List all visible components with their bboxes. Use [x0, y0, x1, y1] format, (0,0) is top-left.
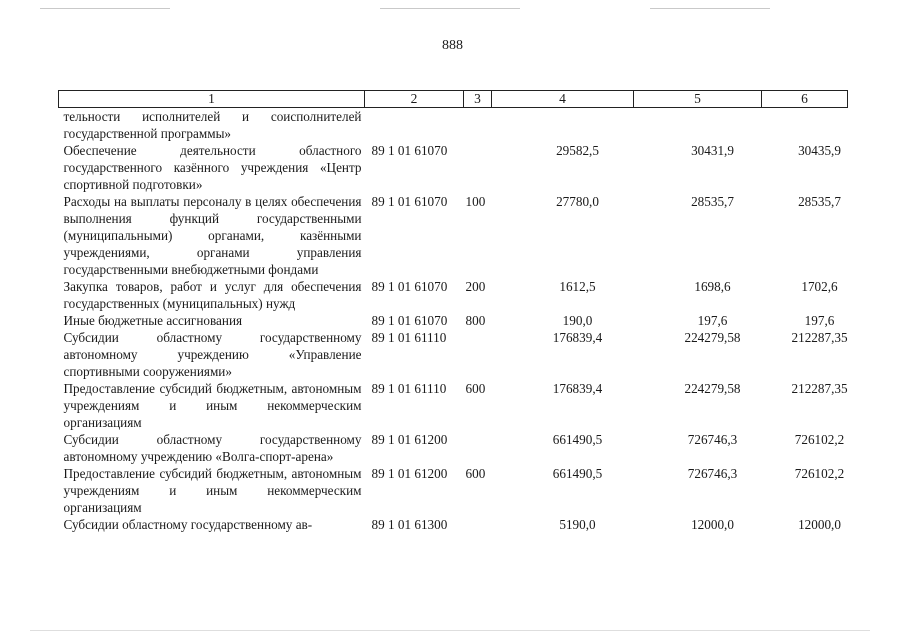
- row-expense-type: 100: [465, 194, 486, 209]
- scan-artifact-top: [40, 8, 170, 9]
- table-row: [59, 193, 848, 278]
- table-row: [59, 329, 848, 380]
- row-value-4: 190,0: [562, 313, 593, 328]
- row-code: 89 1 01 61070: [371, 313, 448, 328]
- row-code: 89 1 01 61110: [371, 330, 447, 345]
- row-value-5: 224279,58: [684, 330, 741, 345]
- row-expense-type: 600: [465, 466, 486, 481]
- table-row: [59, 380, 848, 431]
- table-row: [59, 278, 848, 312]
- row-code: 89 1 01 61110: [371, 381, 447, 396]
- column-header-6: 6: [762, 91, 848, 108]
- row-value-5: [634, 108, 762, 143]
- row-value-6: 30435,9: [798, 143, 841, 158]
- row-value-6: 12000,0: [798, 517, 841, 532]
- table-row: [59, 465, 848, 516]
- row-value-6: 197,6: [804, 313, 835, 328]
- column-header-2: 2: [365, 91, 464, 108]
- row-name: Закупка товаров, работ и услуг для обеспечения государственных (муниципальных) нужд: [63, 279, 362, 311]
- row-value-4: 5190,0: [559, 517, 596, 532]
- row-value-6: 726102,2: [794, 466, 845, 481]
- row-code: 89 1 01 61070: [371, 279, 448, 294]
- row-name: Расходы на выплаты персоналу в целях обеспечения выполнения функций государственными (муниципальными) органами, казёнными учреждениями, органами управления государственными внебюджетными фондами: [63, 194, 362, 277]
- row-value-4: 29582,5: [556, 143, 599, 158]
- table-row: [59, 516, 848, 533]
- column-header-5: 5: [634, 91, 762, 108]
- budget-table: [58, 90, 848, 533]
- row-value-6: 212287,35: [791, 381, 848, 396]
- row-name: тельности исполнителей и соисполнителей государственной программы»: [63, 109, 362, 141]
- row-code: 89 1 01 61300: [371, 517, 448, 532]
- row-code: [365, 108, 464, 143]
- row-code: 89 1 01 61200: [371, 466, 448, 481]
- column-header-3: 3: [464, 91, 492, 108]
- row-value-5: 1698,6: [694, 279, 731, 294]
- row-expense-type: 600: [465, 381, 486, 396]
- table-row: [59, 108, 848, 143]
- row-expense-type: 800: [465, 313, 486, 328]
- row-code: 89 1 01 61200: [371, 432, 448, 447]
- scan-artifact-top: [650, 8, 770, 9]
- row-name: Субсидии областному государственному автономному учреждению «Управление спортивными сооружениями»: [63, 330, 362, 379]
- row-code: 89 1 01 61070: [371, 143, 448, 158]
- row-value-4: 27780,0: [556, 194, 599, 209]
- header-row: [59, 91, 848, 108]
- row-value-4: [492, 108, 634, 143]
- row-value-6: [762, 108, 848, 143]
- row-name: Предоставление субсидий бюджетным, автономным учреждениям и иным некоммерческим организациям: [63, 466, 362, 515]
- table-row: [59, 312, 848, 329]
- row-expense-type: 200: [465, 279, 486, 294]
- row-value-4: 1612,5: [559, 279, 596, 294]
- scan-artifact-bottom: [30, 630, 870, 631]
- row-value-5: 28535,7: [691, 194, 734, 209]
- row-name: Предоставление субсидий бюджетным, автономным учреждениям и иным некоммерческим организациям: [63, 381, 362, 430]
- column-header-4: 4: [492, 91, 634, 108]
- row-value-5: 30431,9: [691, 143, 734, 158]
- row-expense-type: [464, 516, 492, 533]
- row-name: Субсидии областному государственному автономному учреждению «Волга-спорт-арена»: [63, 432, 362, 464]
- page-number: 888: [442, 38, 463, 53]
- row-value-5: 197,6: [697, 313, 728, 328]
- row-expense-type: [464, 108, 492, 143]
- row-value-5: 726746,3: [687, 466, 738, 481]
- column-header-1: 1: [59, 91, 365, 108]
- row-value-5: 12000,0: [691, 517, 734, 532]
- row-expense-type: [464, 142, 492, 193]
- row-value-4: 176839,4: [552, 381, 603, 396]
- row-value-6: 726102,2: [794, 432, 845, 447]
- row-value-4: 176839,4: [552, 330, 603, 345]
- row-value-4: 661490,5: [552, 466, 603, 481]
- row-name: Обеспечение деятельности областного государственного казённого учреждения «Центр спортивной подготовки»: [63, 143, 362, 192]
- row-value-6: 212287,35: [791, 330, 848, 345]
- row-value-4: 661490,5: [552, 432, 603, 447]
- row-name: Иные бюджетные ассигнования: [63, 313, 243, 328]
- row-value-5: 224279,58: [684, 381, 741, 396]
- table-row: [59, 431, 848, 465]
- row-code: 89 1 01 61070: [371, 194, 448, 209]
- row-value-5: 726746,3: [687, 432, 738, 447]
- row-name: Субсидии областному государственному ав-: [63, 517, 313, 532]
- row-expense-type: [464, 329, 492, 380]
- row-value-6: 1702,6: [801, 279, 838, 294]
- table-row: [59, 142, 848, 193]
- row-expense-type: [464, 431, 492, 465]
- row-value-6: 28535,7: [798, 194, 841, 209]
- scan-artifact-top: [380, 8, 520, 9]
